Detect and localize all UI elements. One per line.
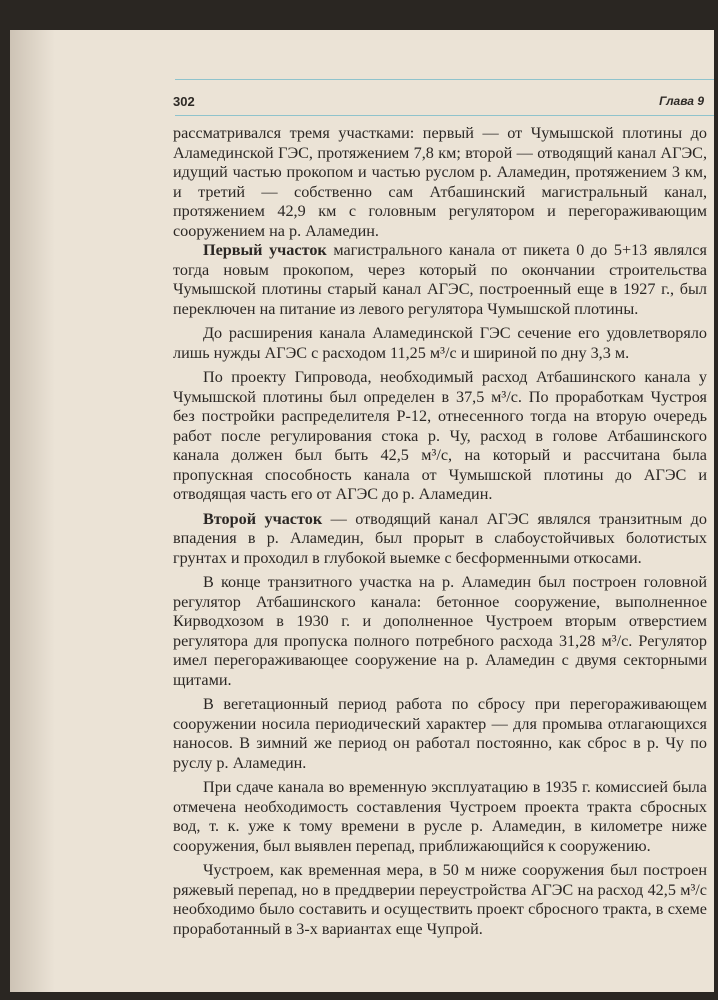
header-rule-bottom [175,115,714,116]
paragraph [173,368,707,505]
paragraph-text: — отводящий канал АГЭС являлся транзитным до впадения в р. Аламедин, был прорыт в слабоустойчивых болотистых грунтах и проходил в глубокой выемке с бесформенными откосами. [173,509,707,567]
paragraph-bold-lead: Второй участок [203,509,323,528]
paragraph-text: рассматривался тремя участками: первый — от Чумышской плотины до Аламединской ГЭС, протяжением 7,8 км; второй — отводящий канал АГЭС, идущий частью прокопом и частью руслом р. Аламедин, протяжением 3 км, и третий — собственно сам Атбашинский магистральный канал, протяжением 42,9 км с головным регулятором и перегораживающим сооружением на р. Аламедин. [173,124,707,240]
book-page [10,30,714,992]
page-number: 302 [173,94,195,109]
paragraph [173,695,707,773]
paragraph [173,124,707,241]
paragraph-text: В конце транзитного участка на р. Аламедин был построен головной регулятор Атбашинского канала: бетонное сооружение, выполненное Кирводхозом в 1930 г. и дополненное Чустроем вторым отверстием регулятора для пропуска полного потребного расхода 31,28 м³/с. Регулятор имел перегораживающее сооружение на р. Аламедин с двумя секторными щитами. [173,573,707,689]
paragraph-text: До расширения канала Аламединской ГЭС сечение его удовлетворяло лишь нужды АГЭС с расходом 11,25 м³/с и шириной по дну 3,3 м. [173,324,707,362]
paragraph [173,324,707,363]
chapter-title: Глава 9 [659,94,704,108]
paragraph-text: По проекту Гипровода, необходимый расход Атбашинского канала у Чумышской плотины был определен в 37,5 м³/с. По проработкам Чустроя без постройки распределителя Р-12, отнесенного тогда на вторую очередь работ после регулирования стока р. Чу, расход в голове Атбашинского канала должен был быть 42,5 м³/с, на который и рассчитана была пропускная способность канала от Чумышской плотины до АГЭС и отводящая часть его от АГЭС до р. Аламедин. [173,368,707,503]
paragraph [173,861,707,939]
paragraph-text: Чустроем, как временная мера, в 50 м ниже сооружения был построен ряжевый перепад, но в преддверии переустройства АГЭС на расход 42,5 м³/с необходимо было составить и осуществить проект сбросного тракта, в схеме проработанный в 3-х вариантах еще Чупрой. [173,861,707,938]
paragraph-text: В вегетационный период работа по сбросу при перегораживающем сооружении носила периодический характер — для промыва отлагающихся наносов. В зимний же период он работал постоянно, как сброс в р. Чу по руслу р. Аламедин. [173,695,707,772]
header-rule-top [175,79,714,80]
paragraph-bold-lead: Первый участок [203,241,327,259]
paragraph [173,510,707,569]
paragraph-text: При сдаче канала во временную эксплуатацию в 1935 г. комиссией была отмечена необходимость составления Чустроем проекта тракта сбросных вод, т. к. уже к тому времени в русле р. Аламедин, в километре ниже сооружения, был выявлен перепад, приближающийся к сооружению. [173,778,707,855]
body-text [173,124,707,939]
paragraph-text: магистрального канала от пикета 0 до 5+13 являлся тогда новым прокопом, через который по окончании строительства Чумышской плотины старый канал АГЭС, построенный еще в 1927 г., был переключен на питание из левого регулятора Чумышской плотины. [173,241,707,318]
paragraph [173,778,707,856]
paragraph [173,241,707,319]
paragraph [173,573,707,690]
